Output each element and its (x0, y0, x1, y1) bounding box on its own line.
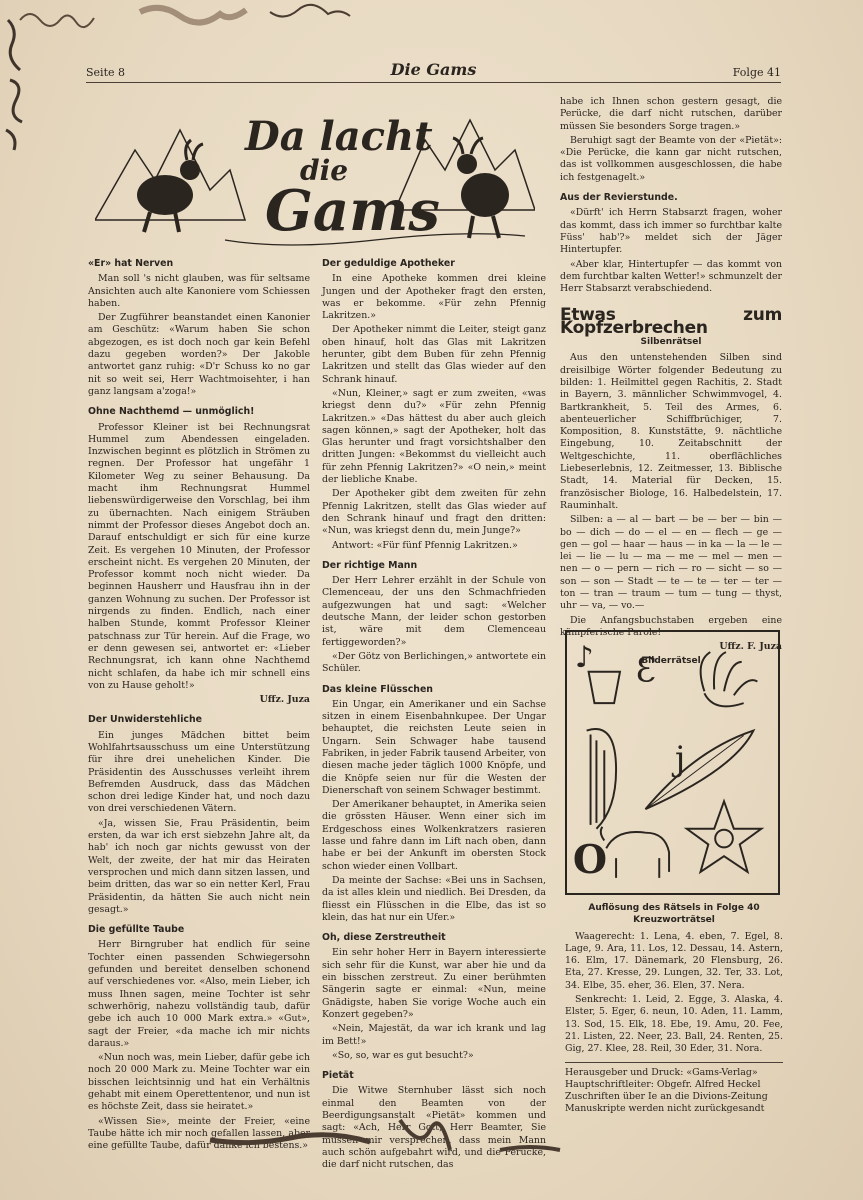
article-paragraph: habe ich Ihnen schon gestern gesagt, die Perücke, die darf nicht rutschen, darüber müssen Sie besonders Sorge tragen.» (560, 96, 782, 132)
picture-puzzle (565, 630, 780, 895)
handwriting-scribble (0, 0, 420, 40)
article-paragraph: Ein Ungar, ein Amerikaner und ein Sachse sitzen in einem Eisenbahnkupee. Der Ungar behauptet, die reichsten Leute seien in Ungarn. Sein Schwager habe tausend Fabriken, in jeder Fabrik tausend Arbeiter, von diesen mache jeder täglich 1000 Knöpfe, und die Knöpfe seien nur für die Westen der Dienerschaft von seinem Schwager bestimmt. (322, 698, 546, 796)
letter-o-icon (573, 837, 607, 883)
article-paragraph: Ein sehr hoher Herr in Bayern interessierte sich sehr für die Kunst, war aber hie und da ein bisschen zerstreut. Zu einer berühmten Sängerin sagte er einmal: «Nun, meine Gnädigste, haben Sie vorige Woche auch ein Konzert gegeben?» (322, 947, 546, 1020)
article-paragraph: «Dürft' ich Herrn Stabsarzt fragen, woher das kommt, dass ich immer so furchtbar kalte Füss' hab'?» meldet sich der Jäger Hintertupfer. (560, 207, 782, 256)
silben-title: Silbenrätsel (640, 337, 702, 348)
solution-down: Senkrecht: 1. Leid, 2. Egge, 3. Alaska, 4. Elster, 5. Eger, 6. neun, 10. Aden, 11. Lamm, 13. Sod, 15. Elk, 18. Ebe, 19. Amu, 20. Fee, 21. Listen, 22. Neer, 23. Ball, 24. Renten, 25. Gig, 27. Klee, 28. Reil, 30 Eder, 31. Nora. (565, 994, 783, 1055)
puzzle-paragraph: Die Anfangsbuchstaben ergeben eine kämpferische Parole! (560, 614, 782, 638)
solution-title: Auflösung des Rätsels in Folge 40 (588, 903, 760, 913)
solution-block (565, 902, 783, 1116)
article-paragraph: Ein junges Mädchen bittet beim Wohlfahrtsausschuss um eine Unterstützung für ihre drei unehelichen Kinder. Die Präsidentin des Ausschusses verleiht ihrem Befremden Ausdruck, dass das Mädchen schon drei ledige Kinder hat, und noch dazu von drei verschiedenen Vätern. (88, 729, 310, 815)
banner-title-line1: Da lacht (245, 113, 433, 160)
puzzle-syllables: Silben: a — al — bart — be — ber — bin — bo — dich — do — el — en — flech — ge — gen — gol — haar — haus — in ka — la — le — lei — lie — lu — ma — me — mel — men — nen — o — pern — rich — ro — sicht — so — son — son — Stadt — te — te — ter — ter — ton — tran — traum — tum — tung — thyst, uhr — va, — vo.— (560, 514, 782, 612)
article-paragraph: Antwort: «Für fünf Pfennig Lakritzen.» (332, 539, 518, 551)
glass-icon (589, 672, 620, 703)
article-paragraph: Der Herr Lehrer erzählt in der Schule von Clemenceau, der uns den Schmachfrieden aufgezwungen hat und sagt: «Welcher deutsche Mann, der leider schon gestorben ist, wäre mit dem Clemenceau fertiggeworden?» (322, 575, 546, 648)
article-paragraph: Beruhigt sagt der Beamte von der «Pietät»: «Die Perücke, die kann gar nicht rutschen, das ist vollkommen ausgeschlossen, die habe ich festgenagelt.» (560, 134, 782, 183)
article-paragraph: «Der Götz von Berlichingen,» antwortete ein Schüler. (322, 650, 546, 675)
article-paragraph: «Aber klar, Hintertupfer — das kommt von dem furchtbar kalten Wetter!» schmunzelt der Herr Stabsarzt verabschiedend. (560, 258, 782, 295)
page-header (86, 60, 781, 83)
svg-text:Ɛ: Ɛ (635, 650, 657, 690)
imprint-line: Manuskripte werden nicht zurückgesandt (565, 1103, 765, 1115)
column-right (560, 96, 782, 672)
article-paragraph: «So, so, war es gut besucht?» (332, 1049, 474, 1061)
article-author: Uffz. Juza (259, 694, 310, 706)
hand-icon (701, 652, 758, 706)
article-title: Der richtige Mann (322, 559, 418, 571)
article-paragraph: Herr Birngruber hat endlich für seine Tochter einen passenden Schwiegersohn gefunden und bereitet denselben schonend auf verschiedenes vor. «Also, mein Lieber, ich muss Ihnen sagen, meine Tochter ist sehr schwerhörig, nahezu vollständig taub, dafür gebe ich auch 10 000 Mark extra.» «Gut», sagt der Freier, «da mache ich mir nichts daraus.» (88, 939, 310, 1049)
svg-text:♪: ♪ (574, 639, 594, 674)
puzzle-author: Uffz. F. Juza (719, 641, 782, 653)
article-title: Pietät (322, 1070, 354, 1082)
ox-icon (601, 827, 669, 878)
handwritten-margin-mark (0, 0, 55, 160)
puzzle-heading: Etwas zum Kopfzerbrechen (560, 305, 782, 338)
article-title: Ohne Nachthemd — unmöglich! (88, 406, 255, 418)
article-paragraph: Der Zugführer beanstandet einen Kanonier am Geschütz: «Warum haben Sie schon abgezogen, es ist doch noch gar kein Befehl dazu gegeben worden?» Der Jakoble antwortet ganz ruhig: «D'r Schuss ko no gar nit so weit sei, Herr Wachtmoisehter, i han ganz langsam a'zoga!» (88, 312, 310, 397)
article-title: Oh, diese Zerstreutheit (322, 932, 446, 944)
article-title: Das kleine Flüsschen (322, 683, 433, 695)
article-paragraph: Der Apotheker nimmt die Leiter, steigt ganz oben hinauf, holt das Glas mit Lakritzen herunter, gibt dem Buben für zehn Pfennig Lakritzen und stellt das Glas wieder auf den Schrank hinauf. (322, 324, 546, 385)
column-middle (322, 250, 546, 1173)
bild-title: Bilderrätsel (641, 656, 701, 667)
banner-title-line3: Gams (265, 178, 440, 244)
article-paragraph: «Ja, wissen Sie, Frau Präsidentin, beim ersten, da war ich erst siebzehn Jahre alt, da hab' ich noch gar nichts gewusst von der Welt, der zweite, der hat mir das Heiraten versprochen und mich dann sitzen lassen, und beim dritten, das war so ein netter Kerl, Frau Präsidentin, da hätten Sie auch nicht nein gesagt.» (88, 817, 310, 915)
solution-subtitle: Kreuzworträtsel (633, 915, 715, 926)
page-number: Seite 8 (86, 66, 125, 79)
article-paragraph: Man soll 's nicht glauben, was für seltsame Ansichten auch alte Kanoniere vom Schiessen haben. (88, 273, 310, 309)
article-paragraph: Da meinte der Sachse: «Bei uns in Sachsen, da ist alles klein und niedlich. Bei Dresden, da fliesst ein Flüsschen in die Elbe, das ist so klein, das hat nur ein Ufer.» (322, 874, 546, 923)
column-left (88, 250, 310, 1154)
star-order-icon (687, 801, 762, 872)
masthead: Die Gams (390, 60, 477, 79)
article-paragraph: «Nun noch was, mein Lieber, dafür gebe ich noch 20 000 Mark zu. Meine Tochter war ein bisschen leichtsinnig und hat ein Verhältnis gehabt mit einem Operettentenor, und nun ist es höchste Zeit, dass sie heiratet.» (88, 1052, 310, 1113)
article-title: Der geduldige Apotheker (322, 258, 455, 269)
article-title: Der Unwiderstehliche (88, 714, 202, 726)
article-paragraph: Der Apotheker gibt dem zweiten für zehn Pfennig Lakritzen, stellt das Glas wieder auf den Schrank hinauf und fragt den dritten: «Nun, was kriegst denn du, mein Junge?» (322, 488, 546, 537)
svg-text:O: O (572, 836, 608, 883)
article-paragraph: «Nein, Majestät, da war ich krank und lag im Bett!» (322, 1023, 546, 1047)
letter-j-icon (671, 739, 685, 778)
letter-icon (636, 651, 657, 690)
imprint-line: Zuschriften über Ie an die Divions-Zeitung (565, 1091, 768, 1103)
article-paragraph: «Wissen Sie», meinte der Freier, «eine Taube hätte ich mir noch gefallen lassen, aber eine gefüllte Taube, dafür danke ich bestens.» (88, 1115, 310, 1152)
imprint-line: Hauptschriftleiter: Obgefr. Alfred Heckel (565, 1078, 761, 1090)
article-paragraph: «Nun, Kleiner,» sagt er zum zweiten, «was kriegst denn du?» «Für zehn Pfennig Lakritzen.» «Das hättest du aber auch gleich sagen können,» sagt der Apotheker, holt das Glas herunter und fragt vorsichtshalber den dritten Jungen: «Bekommst du vielleicht auch für zehn Pfennig Lakritzen?» «O nein,» meint der liebliche Knabe. (322, 387, 546, 486)
musical-note-icon (575, 640, 594, 674)
puzzle-paragraph: Aus den untenstehenden Silben sind dreisilbige Wörter folgender Bedeutung zu bilden: 1. Heilmittel gegen Rachitis, 2. Stadt in Bayern, 3. männlicher Schwimmvogel, 4. Bartkrankheit, 5. Teil des Armes, 6. abenteuerlicher Schiffbrüchiger, 7. Komposition, 8. Kunststätte, 9. nächtliche Eingebung, 10. Zeitabschnitt der Weltgeschichte, 11. oberflächliches Liebeserlebnis, 12. Zeitmesser, 13. Biblische Stadt, 14. Material für Decken, 15. französischer Biologe, 16. Halbedelstein, 17. Rauminhalt. (560, 352, 782, 511)
svg-text:j: j (674, 738, 686, 778)
article-title: Aus der Revierstunde. (560, 192, 678, 204)
article-paragraph: Professor Kleiner ist bei Rechnungsrat Hummel zum Abendessen eingeladen. Inzwischen beginnt es plötzlich in Strömen zu regnen. Der Professor hat ungefähr 1 Kilometer Weg zu seiner Behausung. Da macht ihm Rechnungsrat Hummel liebenswürdigerweise den Vorschlag, bei ihm zu übernachten. Nach einigem Sträuben nimmt der Professor dieses Angebot doch an. Darauf entschuldigt er sich für eine kurze Zeit. Es vergehen 10 Minuten, der Professor erscheint nicht. Es vergehen 20 Minuten, der Professor kommt noch nicht wieder. Da beginnen Hausherr und Hausfrau ihn in der ganzen Wohnung zu suchen. Der Professor ist nirgends zu finden. Endlich, nach einer halben Stunde, kommt Professor Kleiner patschnass zur Tür herein. Auf die Frage, wo er denn gewesen sei, antwortet er: «Lieber Rechnungsrat, ich kann ohne Nachthemd nicht schlafen, da habe ich mir schnell eins von zu Hause geholt!» (88, 421, 310, 691)
solution-across: Waagerecht: 1. Lena, 4. eben, 7. Egel, 8. Lage, 9. Ara, 11. Los, 12. Dessau, 14. Astern, 16. Elm, 17. Dänemark, 20 Flensburg, 26. Eta, 27. Kresse, 29. Lungen, 32. Ter, 33. Lot, 34. Elbe, 35. eher, 36. Elen, 37. Nera. (565, 930, 783, 991)
issue-number: Folge 41 (732, 66, 781, 79)
article-paragraph: Der Amerikaner behauptet, in Amerika seien die grössten Häuser. Wenn einer sich im Erdgeschoss eines Wolkenkratzers rasieren lasse und fahre dann im Lift nach oben, dann habe er bei der Ankunft im obersten Stock schon wieder einen Vollbart. (322, 799, 546, 872)
imprint-line: Herausgeber und Druck: «Gams-Verlag» (565, 1066, 758, 1078)
article-paragraph: In eine Apotheke kommen drei kleine Jungen und der Apotheker fragt den ersten, was er bekomme. «Für zehn Pfennig Lakritzen.» (322, 273, 546, 322)
harp-icon (587, 729, 616, 829)
banner-illustration (95, 100, 535, 250)
article-paragraph: Die Witwe Sternhuber lässt sich noch einmal den Beamten von der Beerdigungsanstalt «Pietät» kommen und sagt: «Ach, Herr Gott, Herr Beamter, Sie müssen mir versprechen, dass mein Mann auch schön aufgebahrt wird, und die Perücke, die darf nicht rutschen, das (322, 1085, 546, 1171)
feather-icon (646, 731, 754, 810)
ink-stroke-decoration (200, 1100, 600, 1170)
article-title: Die gefüllte Taube (88, 924, 185, 936)
article-title: «Er» hat Nerven (88, 258, 174, 269)
banner-title-line2: die (300, 154, 349, 187)
